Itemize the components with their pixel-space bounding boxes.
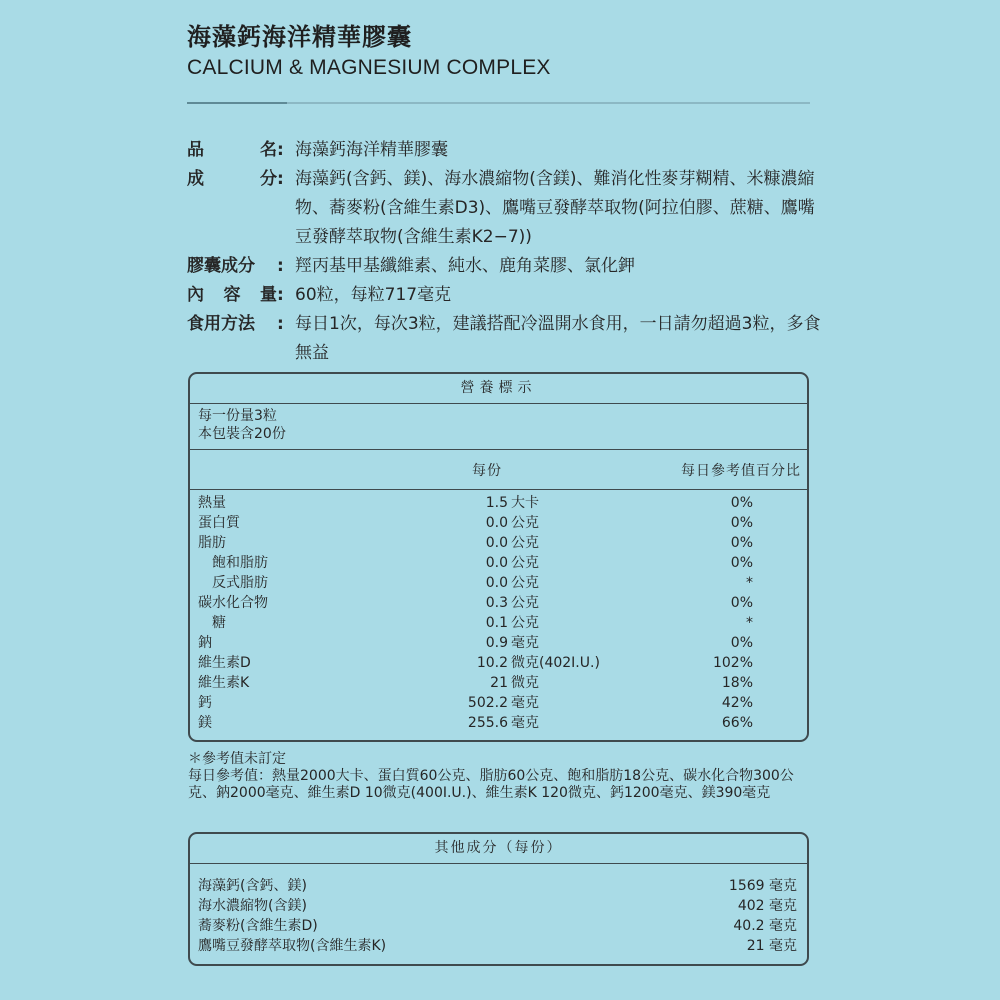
serving-size: 每一份量3粒 (198, 408, 277, 424)
nutrient-daily-percent: 0% (730, 595, 753, 611)
servings-per-pack: 本包裝含20份 (198, 426, 286, 442)
nutrient-amount: 502.2 (467, 695, 508, 711)
nutrition-title: 營養標示 (190, 374, 807, 404)
nutrient-name: 維生素K (198, 675, 250, 691)
nutrient-unit: 毫克 (511, 695, 539, 711)
nutrition-row (190, 653, 807, 673)
nutrient-unit: 公克 (511, 555, 539, 571)
footnotes (188, 751, 808, 802)
info-row (187, 252, 827, 281)
nutrient-unit: 毫克 (511, 715, 539, 731)
info-value: 每日1次，每次3粒，建議搭配冷溫開水食用，一日請勿超過3粒，多食無益 (295, 314, 821, 363)
info-label-char: 內 (187, 285, 204, 305)
ingredient-name: 海藻鈣(含鈣、鎂) (198, 878, 307, 894)
nutrient-daily-percent: 0% (730, 555, 753, 571)
ingredient-name: 鷹嘴豆發酵萃取物(含維生素K) (198, 938, 387, 954)
nutrient-name: 糖 (212, 615, 226, 631)
nutrient-amount: 0.0 (485, 515, 508, 531)
info-label-char: 食用方法 (187, 314, 255, 334)
nutrition-row (190, 573, 807, 593)
info-value: 60粒，每粒717毫克 (295, 285, 452, 305)
col-per-serving: 每份 (472, 463, 502, 479)
nutrient-name: 鈣 (198, 695, 212, 711)
info-label (187, 136, 277, 165)
other-ingredients-box (188, 832, 809, 966)
nutrient-name: 鈉 (198, 635, 212, 651)
other-ingredient-row (190, 916, 807, 936)
info-label (187, 165, 277, 252)
nutrient-daily-percent: 18% (721, 675, 753, 691)
product-title-zh: 海藻鈣海洋精華膠囊 (187, 23, 412, 51)
nutrient-unit: 公克 (511, 535, 539, 551)
nutrient-name: 熱量 (198, 495, 226, 511)
nutrient-unit: 公克 (511, 595, 539, 611)
nutrient-name: 飽和脂肪 (212, 555, 268, 571)
nutrient-daily-percent: * (746, 615, 753, 631)
nutrient-amount: 1.5 (485, 495, 508, 511)
nutrition-row (190, 693, 807, 713)
nutrient-daily-percent: 0% (730, 515, 753, 531)
info-label-char: 名 (260, 140, 277, 160)
nutrient-name: 脂肪 (198, 535, 226, 551)
nutrition-row (190, 633, 807, 653)
nutrition-row (190, 553, 807, 573)
info-row (187, 165, 827, 252)
nutrition-rows (190, 490, 807, 733)
info-value: 海藻鈣海洋精華膠囊 (295, 140, 448, 160)
nutrient-daily-percent: 0% (730, 535, 753, 551)
nutrition-row (190, 673, 807, 693)
header-divider-accent (187, 102, 287, 104)
info-label-char: 成 (187, 169, 204, 189)
ingredient-amount: 21 毫克 (746, 938, 797, 954)
info-label-char: 品 (187, 140, 204, 160)
product-info (187, 136, 827, 368)
nutrient-daily-percent: 0% (730, 635, 753, 651)
nutrition-row (190, 613, 807, 633)
col-daily-value: 每日參考值百分比 (681, 463, 801, 479)
ingredient-name: 蕎麥粉(含維生素D) (198, 918, 318, 934)
nutrient-amount: 10.2 (476, 655, 508, 671)
info-value: 海藻鈣(含鈣、鎂)、海水濃縮物(含鎂)、難消化性麥芽糊精、米糠濃縮物、蕎麥粉(含維生素D3)、鷹嘴豆發酵萃取物(阿拉伯膠、蔗糖、鷹嘴豆發酵萃取物(含維生素K2−7)) (295, 169, 815, 247)
other-ingredient-row (190, 876, 807, 896)
nutrition-row (190, 593, 807, 613)
nutrition-row (190, 493, 807, 513)
nutrient-amount: 0.1 (485, 615, 508, 631)
nutrient-daily-percent: 66% (721, 715, 753, 731)
nutrient-amount: 0.3 (485, 595, 508, 611)
nutrition-row (190, 713, 807, 733)
ingredient-amount: 1569 毫克 (728, 878, 797, 894)
nutrition-facts-box (188, 372, 809, 742)
info-label-char: 分 (260, 169, 277, 189)
nutrition-column-header (190, 450, 807, 490)
nutrient-daily-percent: * (746, 575, 753, 591)
info-label (187, 281, 277, 310)
nutrient-daily-percent: 42% (721, 695, 753, 711)
serving-info (190, 404, 807, 450)
nutrient-amount: 0.0 (485, 575, 508, 591)
nutrient-name: 反式脂肪 (212, 575, 268, 591)
nutrient-amount: 0.9 (485, 635, 508, 651)
nutrient-daily-percent: 0% (730, 495, 753, 511)
ingredient-amount: 402 毫克 (737, 898, 797, 914)
info-label-char: 容 (223, 285, 241, 305)
nutrient-name: 鎂 (198, 715, 212, 731)
nutrient-name: 維生素D (198, 655, 251, 671)
nutrient-amount: 21 (490, 675, 508, 691)
info-colon: : (277, 285, 284, 305)
nutrient-name: 蛋白質 (198, 515, 240, 531)
nutrient-unit: 微克(402I.U.) (511, 655, 600, 671)
info-row (187, 310, 827, 368)
info-value: 羥丙基甲基纖維素、純水、鹿角菜膠、氯化鉀 (295, 256, 635, 276)
info-row (187, 136, 827, 165)
product-title-en: CALCIUM & MAGNESIUM COMPLEX (187, 56, 551, 79)
asterisk-note: ＊參考值未訂定 (188, 751, 286, 767)
nutrient-amount: 0.0 (485, 555, 508, 571)
ingredient-name: 海水濃縮物(含鎂) (198, 898, 307, 914)
info-label-char: 膠囊成分 (187, 256, 255, 276)
other-ingredients-rows (190, 864, 807, 956)
nutrient-amount: 255.6 (467, 715, 508, 731)
daily-reference-note: 每日參考值：熱量2000大卡、蛋白質60公克、脂肪60公克、飽和脂肪18公克、碳水化合物300公克、鈉2000毫克、維生素D 10微克(400I.U.)、維生素K 120微克、鈣1200毫克、鎂390毫克 (188, 768, 794, 801)
nutrient-unit: 公克 (511, 575, 539, 591)
nutrient-unit: 毫克 (511, 635, 539, 651)
info-colon: : (277, 314, 284, 334)
nutrient-daily-percent: 102% (712, 655, 753, 671)
nutrient-name: 碳水化合物 (198, 595, 268, 611)
nutrient-unit: 公克 (511, 515, 539, 531)
info-colon: : (277, 256, 284, 276)
nutrition-row (190, 533, 807, 553)
other-ingredient-row (190, 936, 807, 956)
info-label (187, 310, 277, 368)
nutrient-amount: 0.0 (485, 535, 508, 551)
info-label (187, 252, 277, 281)
nutrition-row (190, 513, 807, 533)
info-colon: : (277, 140, 284, 160)
nutrient-unit: 大卡 (511, 495, 539, 511)
other-ingredients-title: 其他成分（每份） (190, 834, 807, 864)
info-row (187, 281, 827, 310)
info-colon: : (277, 169, 284, 189)
other-ingredient-row (190, 896, 807, 916)
info-label-char: 量 (260, 285, 277, 305)
nutrient-unit: 公克 (511, 615, 539, 631)
nutrient-unit: 微克 (511, 675, 539, 691)
ingredient-amount: 40.2 毫克 (733, 918, 797, 934)
